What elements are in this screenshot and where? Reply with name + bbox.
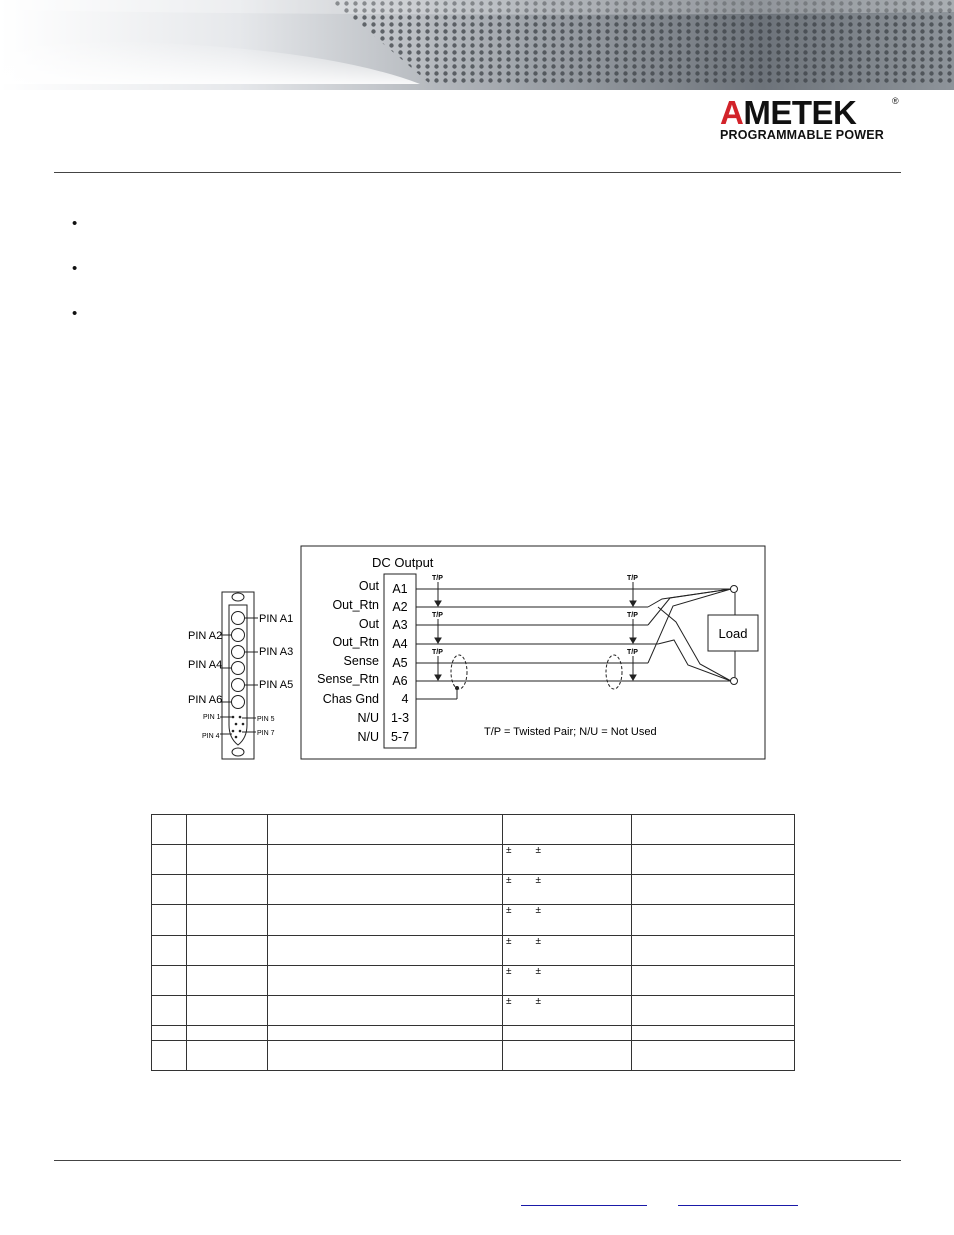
signal-nu-1: N/U [357,711,379,725]
signal-out-rtn-2: Out_Rtn [332,635,379,649]
signal-sense-rtn: Sense_Rtn [317,672,379,686]
pin-a5-circle [232,679,245,692]
pin-a5-label: A5 [392,656,408,670]
load-label: Load [718,626,748,641]
pin-a3-circle [232,646,245,659]
pin-a1-label: A1 [392,582,408,596]
tp-label-6: T/P [627,649,638,656]
pin-a6-circle [232,696,245,709]
wiring-title: DC Output [372,555,434,570]
label-pin-4: PIN 4 [202,733,220,740]
header-rule [54,172,901,173]
pin-a4-circle [232,662,245,675]
label-pin-a1: PIN A1 [259,613,294,625]
table-row: ± ± [152,905,795,936]
mount-hole-top [232,593,244,601]
label-pin-a2: PIN A2 [188,630,223,642]
registered-mark: ® [892,96,899,106]
pin-1-3-label: 1-3 [390,711,410,725]
bullet-2: • [72,260,78,277]
table-row [152,1026,795,1041]
logo-wordmark: AMETEK [720,94,857,131]
label-pin-a3: PIN A3 [259,646,294,658]
footer-rule [54,1160,901,1161]
connector-pin-diagram [185,588,295,763]
logo-subtitle: PROGRAMMABLE POWER [720,128,885,142]
label-pin-1: PIN 1 [203,714,221,721]
label-pin-7: PIN 7 [257,730,275,737]
table-row: ± ± [152,875,795,905]
signal-out-2: Out [358,617,379,631]
ametek-logo [720,96,900,142]
pin-a4-label: A4 [392,637,408,651]
table-header-row [152,815,795,845]
pin-a1-circle [232,612,245,625]
tp-label-1: T/P [432,575,443,582]
bullet-1: • [72,215,78,232]
tp-label-2: T/P [432,612,443,619]
table-row: ± ± [152,966,795,996]
signal-out-1: Out [358,579,379,593]
mount-hole-bottom [232,748,244,756]
pin-5-7-label: 5-7 [390,730,410,744]
label-pin-a4: PIN A4 [188,659,223,671]
signal-sense: Sense [343,654,379,668]
pin-assignment-table [151,814,795,1071]
table-row: ± ± [152,845,795,875]
pin-a2-circle [232,629,245,642]
wiring-legend: T/P = Twisted Pair; N/U = Not Used [484,726,657,738]
table-row [152,1041,795,1071]
signal-out-rtn-1: Out_Rtn [332,598,379,612]
label-pin-a6: PIN A6 [188,694,223,706]
signal-nu-2: N/U [357,730,379,744]
pin-a6-label: A6 [392,674,408,688]
label-pin-a5: PIN A5 [259,679,294,691]
pin-a2-label: A2 [392,600,408,614]
dc-output-wiring-diagram [300,545,767,761]
table-row: ± ± [152,936,795,966]
load-terminal-top [731,586,738,593]
footer-link-1[interactable] [521,1205,647,1206]
footer-link-2[interactable] [678,1205,798,1206]
load-terminal-bottom [731,678,738,685]
pin-4-label: 4 [401,692,409,706]
table-row: ± ± [152,996,795,1026]
header-banner [0,0,954,90]
signal-chas-gnd: Chas Gnd [322,692,379,706]
label-pin-5: PIN 5 [257,716,275,723]
bullet-3: • [72,305,78,322]
tp-label-3: T/P [432,649,443,656]
tp-label-4: T/P [627,575,638,582]
tp-label-5: T/P [627,612,638,619]
pin-a3-label: A3 [392,618,408,632]
